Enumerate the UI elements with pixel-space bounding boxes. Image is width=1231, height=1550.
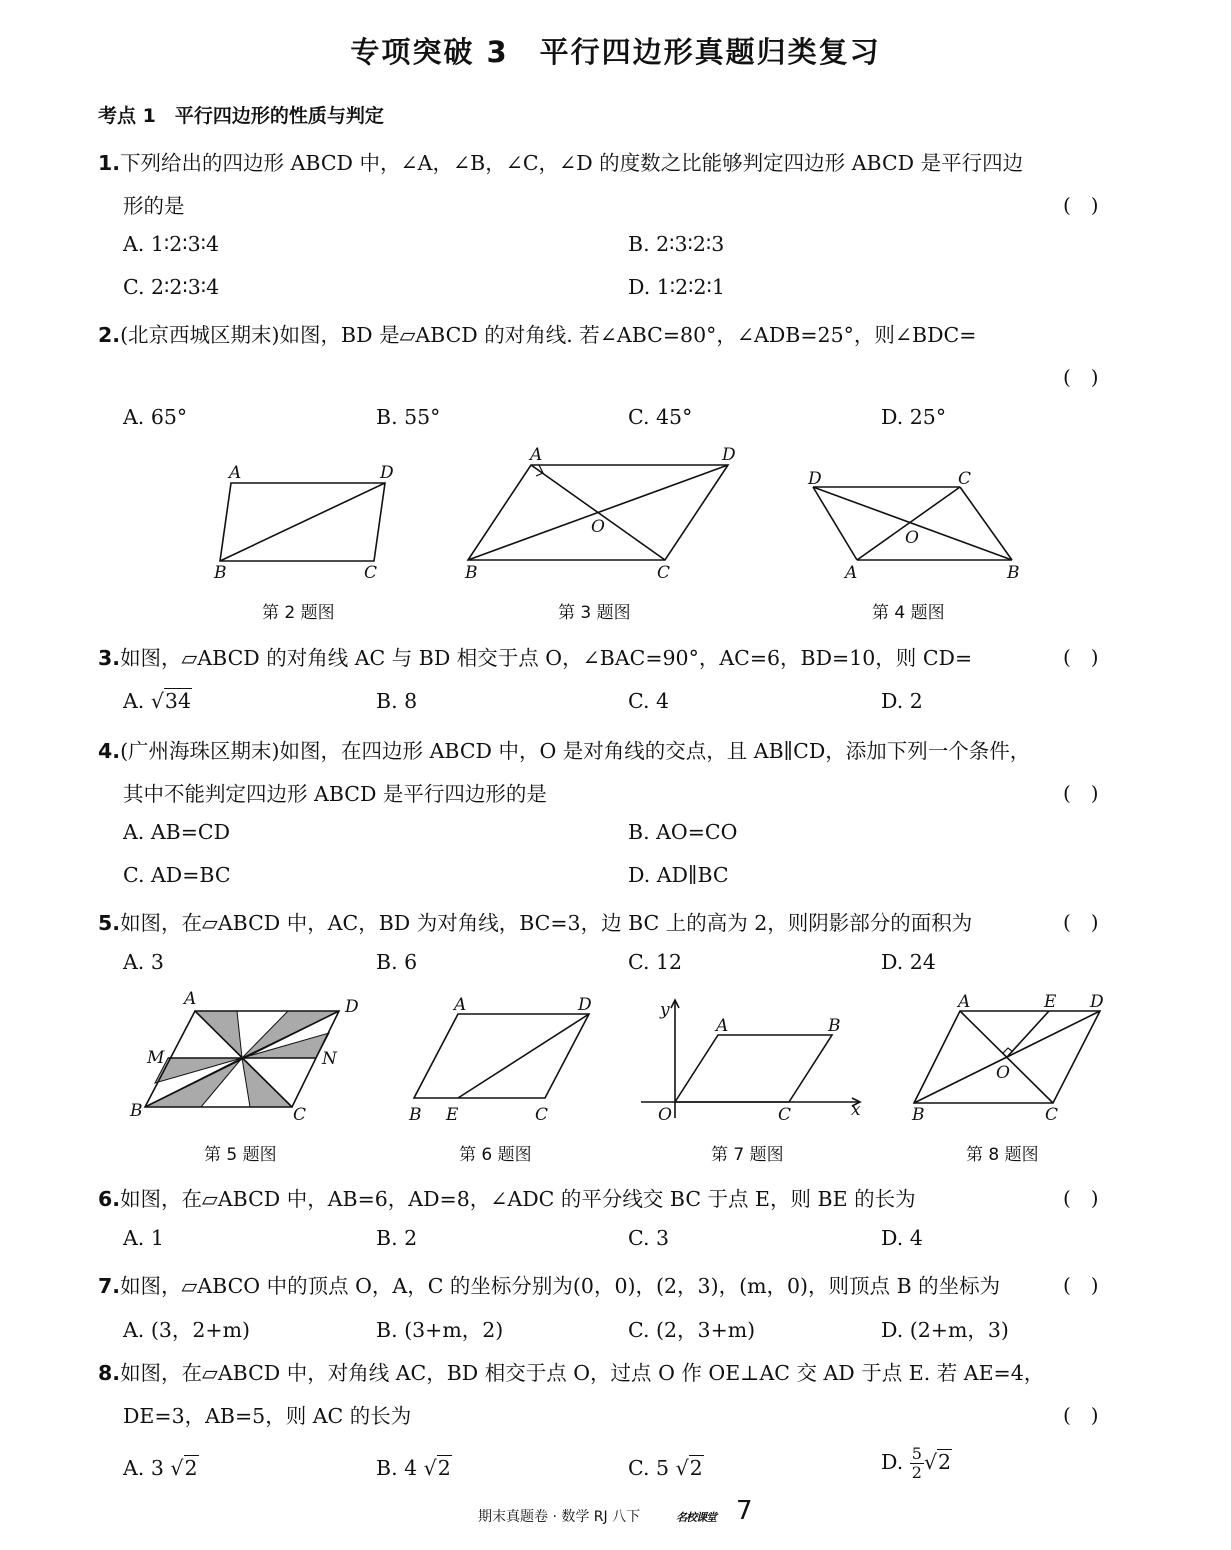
option-c: C. 2∶2∶3∶4 (123, 275, 220, 299)
option-b: B. 8 (376, 689, 418, 713)
axis-label: x (851, 1100, 861, 1120)
option-c: C. (2，3+m) (628, 1318, 756, 1342)
vertex-label: C (657, 563, 671, 583)
vertex-label: D (578, 995, 592, 1015)
option-b: B. 6 (376, 950, 418, 974)
option-b: B. (3+m，2) (376, 1318, 504, 1342)
vertex-label: A (845, 563, 858, 583)
question-number: 5. (98, 911, 121, 935)
vertex-label: C (535, 1105, 549, 1125)
answer-bracket: ( ) (1063, 193, 1099, 217)
option-c (628, 1456, 704, 1480)
figure-caption: 第 4 题图 (872, 603, 945, 623)
option-prefix: A. (123, 689, 151, 713)
answer-bracket: ( ) (1063, 910, 1099, 934)
vertex-label: D (1090, 992, 1104, 1012)
vertex-label: O (591, 517, 605, 537)
vertex-label: A (229, 463, 242, 483)
vertex-label: C (958, 469, 972, 489)
option-prefix: A. 3 (123, 1456, 164, 1480)
figure-caption: 第 7 题图 (711, 1145, 784, 1165)
sqrt-sign: √ (150, 689, 164, 713)
option-a: A. 65° (123, 405, 188, 429)
vertex-label: E (1044, 992, 1057, 1012)
fraction (910, 1445, 924, 1482)
option-c: C. 4 (628, 689, 670, 713)
section-heading: 考点 1 平行四边形的性质与判定 (98, 105, 384, 127)
fraction-numerator: 5 (911, 1444, 922, 1463)
answer-bracket: ( ) (1063, 1186, 1099, 1210)
question-6 (98, 1182, 916, 1212)
vertex-label: A (530, 445, 543, 465)
page-number: 7 (736, 1496, 753, 1526)
option-prefix: C. 5 (628, 1456, 670, 1480)
option-b (376, 1456, 452, 1480)
vertex-label: O (905, 528, 919, 548)
sqrt-radicand: 2 (184, 1456, 198, 1480)
vertex-label: O (996, 1063, 1010, 1083)
question-8 (98, 1356, 1044, 1386)
option-c: C. AD=BC (123, 863, 231, 887)
vertex-label: C (778, 1105, 792, 1125)
question-number: 7. (98, 1274, 121, 1298)
option-prefix: D. (881, 1450, 910, 1474)
vertex-label: B (828, 1016, 841, 1036)
option-c: C. 3 (628, 1226, 670, 1250)
vertex-label: C (1045, 1105, 1059, 1125)
option-d: D. 1∶2∶2∶1 (628, 275, 725, 299)
question-number: 4. (98, 739, 121, 763)
vertex-label: D (808, 469, 822, 489)
vertex-label: A (958, 992, 971, 1012)
figure-caption: 第 5 题图 (204, 1145, 277, 1165)
sqrt-radicand: 2 (938, 1450, 952, 1474)
sqrt-sign: √ (423, 1456, 437, 1480)
vertex-label: B (130, 1101, 143, 1121)
answer-bracket: ( ) (1063, 781, 1099, 805)
option-a: A. 1∶2∶3∶4 (123, 232, 220, 256)
question-text: 下列给出的四边形 ABCD 中，∠A，∠B，∠C，∠D 的度数之比能够判定四边形 ABCD 是平行四边 (120, 151, 1024, 175)
sqrt-radicand: 34 (164, 689, 192, 713)
option-d: D. AD∥BC (628, 863, 729, 887)
question-number: 1. (98, 151, 121, 175)
answer-bracket: ( ) (1063, 645, 1099, 669)
vertex-label: A (716, 1016, 729, 1036)
vertex-label: C (293, 1105, 307, 1125)
figure-caption: 第 3 题图 (558, 603, 631, 623)
question-7 (98, 1269, 1000, 1299)
vertex-label: D (722, 445, 736, 465)
footer-text: 期末真题卷 · 数学 RJ 八下 (478, 1509, 641, 1525)
question-1-line2: 形的是 (123, 194, 185, 218)
option-a: A. 1 (123, 1226, 164, 1250)
question-8-line2: DE=3，AB=5，则 AC 的长为 (123, 1404, 412, 1428)
figure-caption: 第 2 题图 (262, 603, 335, 623)
axis-label: y (660, 1000, 670, 1020)
option-d: D. 25° (881, 405, 947, 429)
option-c: C. 12 (628, 950, 683, 974)
vertex-label: N (322, 1049, 337, 1069)
vertex-label: D (345, 997, 359, 1017)
question-number: 8. (98, 1361, 121, 1385)
vertex-label: E (446, 1105, 459, 1125)
option-prefix: B. 4 (376, 1456, 418, 1480)
answer-bracket: ( ) (1063, 1403, 1099, 1427)
question-number: 6. (98, 1187, 121, 1211)
vertex-label: B (409, 1105, 422, 1125)
option-a: A. 3 (123, 950, 164, 974)
fraction-denominator: 2 (911, 1463, 922, 1482)
vertex-label: C (364, 563, 378, 583)
question-text: 如图，在▱ABCD 中，AB=6，AD=8，∠ADC 的平分线交 BC 于点 E，则 BE 的长为 (120, 1187, 916, 1211)
sqrt-radicand: 2 (437, 1456, 451, 1480)
question-text: (北京西城区期末)如图，BD 是▱ABCD 的对角线. 若∠ABC=80°，∠ADB=25°，则∠BDC= (120, 323, 977, 347)
question-number: 3. (98, 646, 121, 670)
answer-bracket: ( ) (1063, 365, 1099, 389)
page-title: 专项突破 3 平行四边形真题归类复习 (350, 35, 881, 69)
figure-caption: 第 6 题图 (459, 1145, 532, 1165)
question-text: 如图，▱ABCD 的对角线 AC 与 BD 相交于点 O，∠BAC=90°，AC=6，BD=10，则 CD= (120, 646, 973, 670)
question-number: 2. (98, 323, 121, 347)
vertex-label: M (147, 1048, 165, 1068)
sqrt-sign: √ (170, 1456, 184, 1480)
option-d: D. 4 (881, 1226, 923, 1250)
option-b: B. 2∶3∶2∶3 (628, 232, 725, 256)
option-d: D. 2 (881, 689, 923, 713)
brand-logo: 名校课堂 (676, 1511, 716, 1524)
option-b: B. 55° (376, 405, 441, 429)
vertex-label: D (380, 463, 394, 483)
vertex-label: B (912, 1105, 925, 1125)
option-c: C. 45° (628, 405, 693, 429)
vertex-label: A (184, 989, 197, 1009)
vertex-label: O (658, 1105, 672, 1125)
option-d: D. (2+m，3) (881, 1318, 1009, 1342)
question-text: 如图，在▱ABCD 中，AC，BD 为对角线，BC=3，边 BC 上的高为 2，则阴影部分的面积为 (120, 911, 973, 935)
answer-bracket: ( ) (1063, 1273, 1099, 1297)
option-a: A. AB=CD (123, 820, 231, 844)
sqrt-sign: √ (675, 1456, 689, 1480)
vertex-label: A (454, 995, 467, 1015)
vertex-label: B (1007, 563, 1020, 583)
sqrt-radicand: 2 (689, 1456, 703, 1480)
question-text: 如图，在▱ABCD 中，对角线 AC，BD 相交于点 O，过点 O 作 OE⊥AC 交 AD 于点 E. 若 AE=4， (120, 1361, 1045, 1385)
question-4-line2: 其中不能判定四边形 ABCD 是平行四边形的是 (123, 782, 547, 806)
figure-caption: 第 8 题图 (966, 1145, 1039, 1165)
question-text: 如图，▱ABCO 中的顶点 O，A，C 的坐标分别为(0，0)，(2，3)，(m，0)，则顶点 B 的坐标为 (120, 1274, 1001, 1298)
option-d: D. 24 (881, 950, 936, 974)
option-b: B. 2 (376, 1226, 418, 1250)
sqrt-sign: √ (923, 1450, 938, 1474)
vertex-label: B (214, 563, 227, 583)
option-a: A. (3，2+m) (123, 1318, 251, 1342)
question-text: (广州海珠区期末)如图，在四边形 ABCD 中，O 是对角线的交点，且 AB∥CD，添加下列一个条件， (120, 739, 1031, 763)
vertex-label: B (465, 563, 478, 583)
option-a (123, 1456, 199, 1480)
option-b: B. AO=CO (628, 820, 738, 844)
option-d (881, 1445, 952, 1482)
